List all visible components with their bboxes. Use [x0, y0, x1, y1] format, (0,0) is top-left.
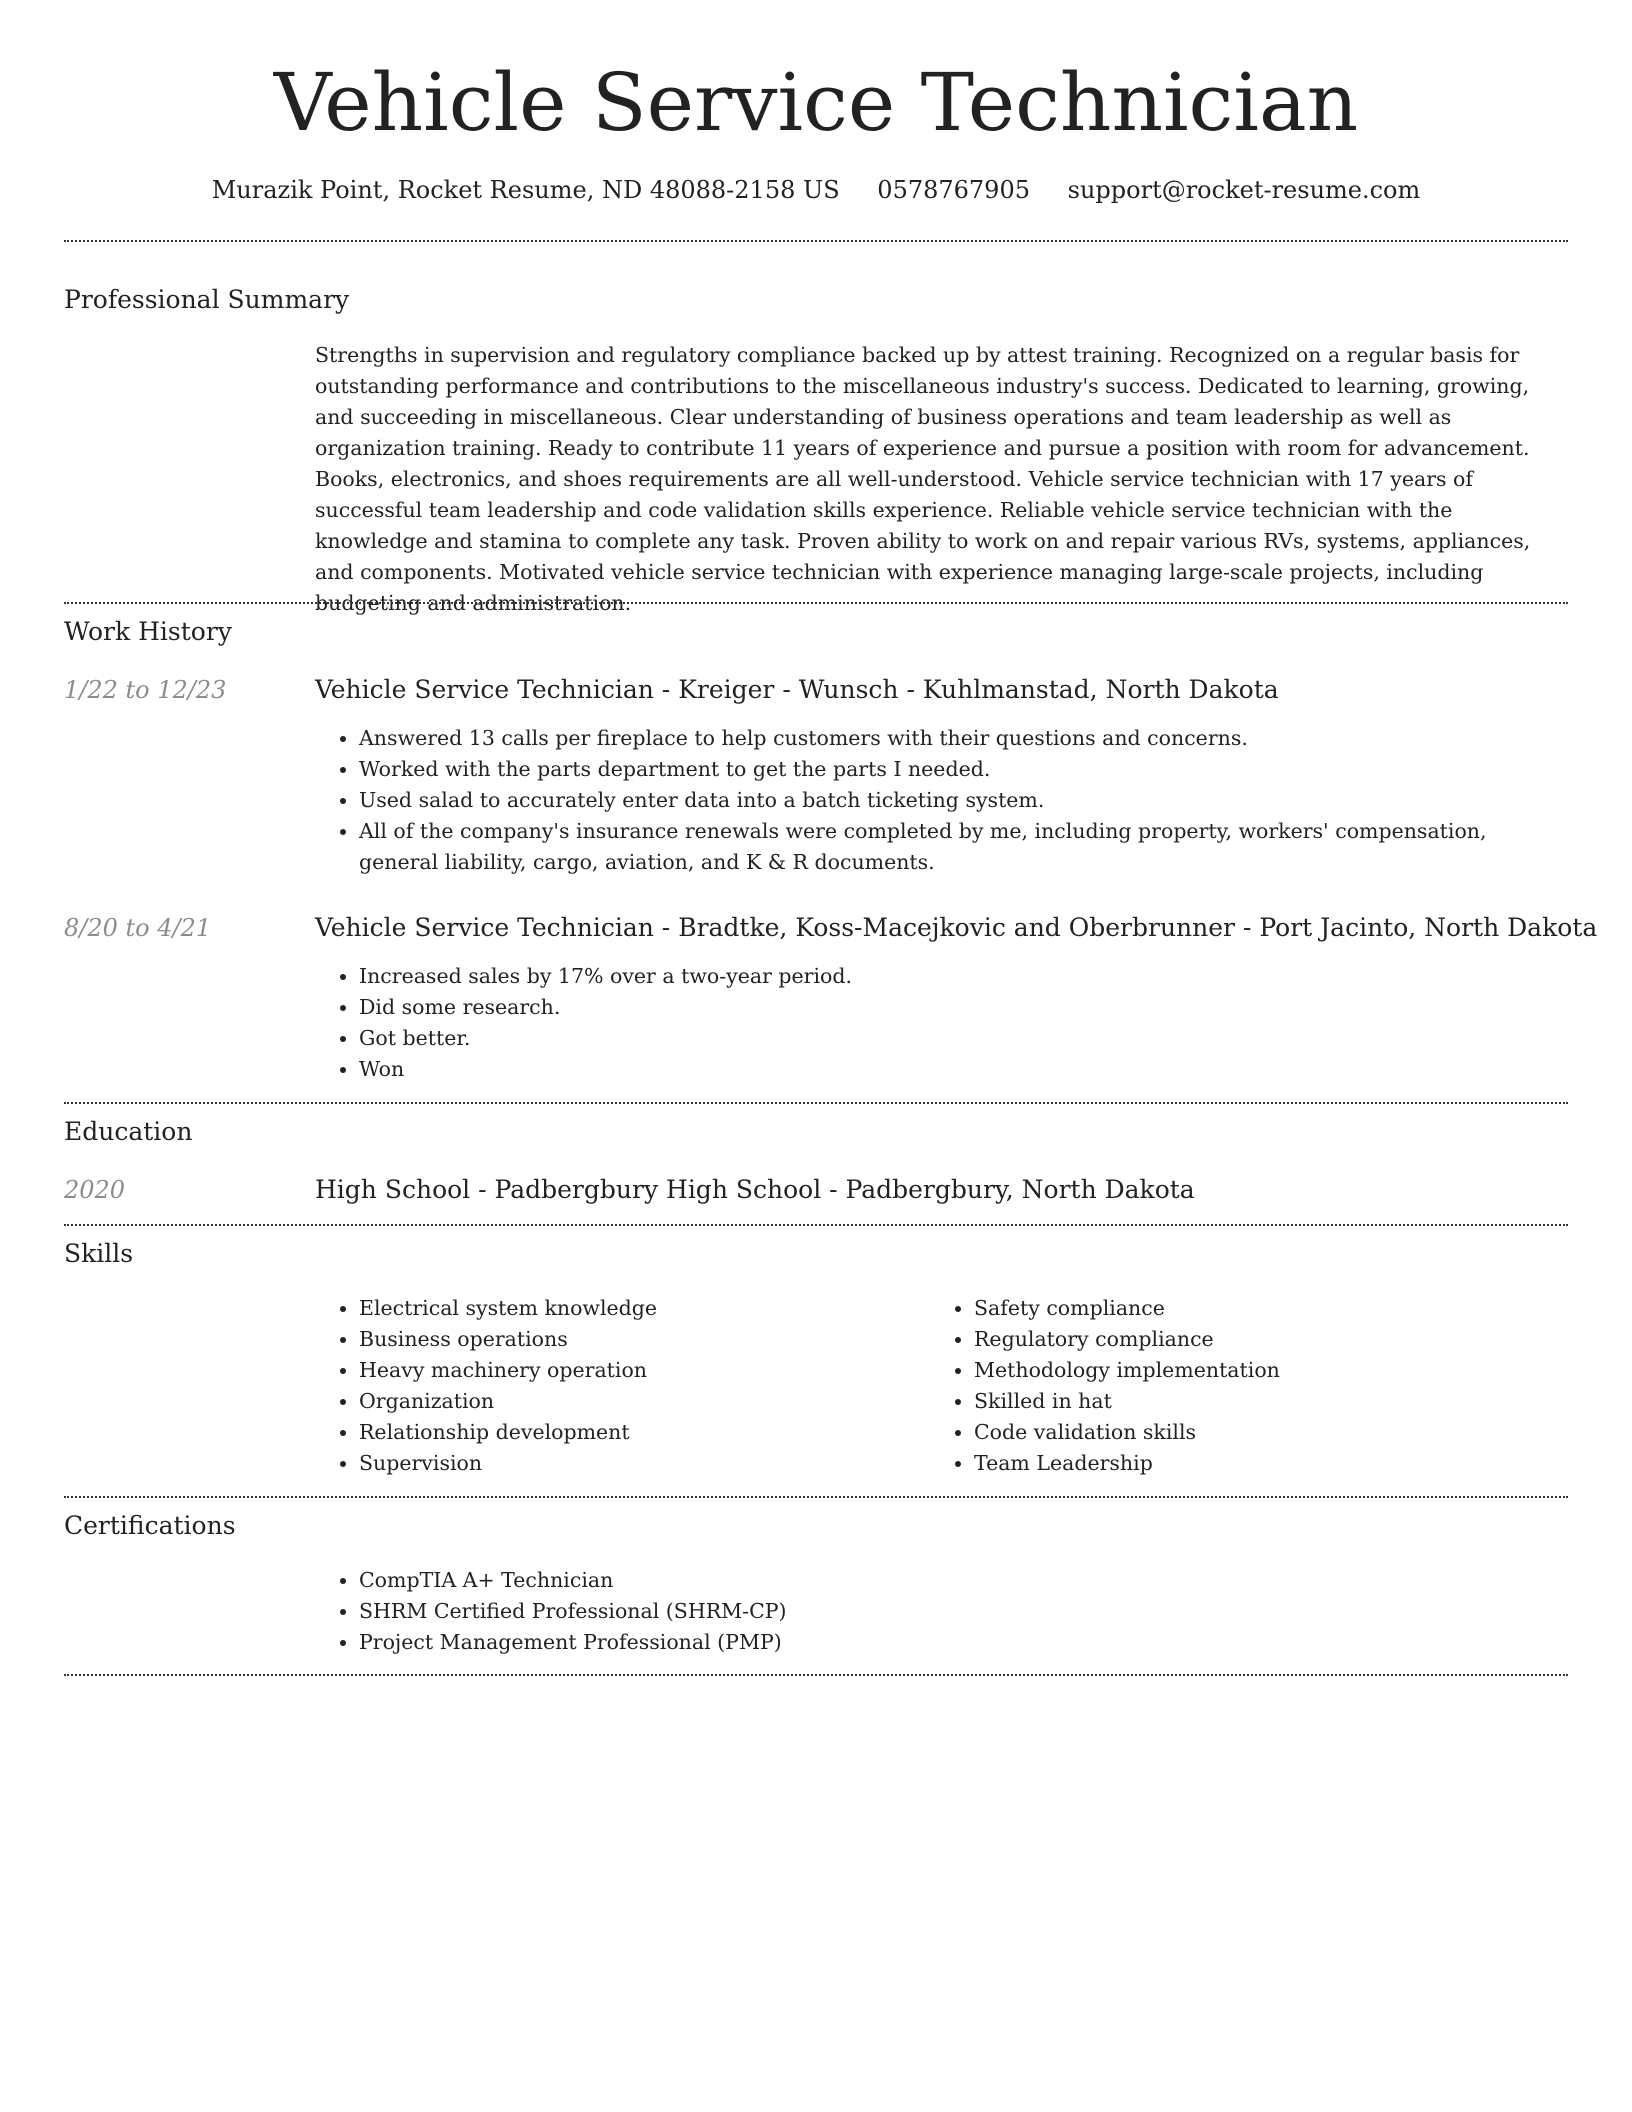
- candidate-name: Vehicle Service Technician: [273, 56, 1359, 149]
- list-item: • CompTIA A+ Technician: [359, 1565, 1159, 1596]
- list-item: • Did some research.: [359, 992, 1568, 1023]
- divider: [64, 1496, 1568, 1498]
- education-school-location: - Padbergbury High School - Padbergbury, North Dakota: [470, 1175, 1195, 1204]
- list-item: • Safety compliance: [974, 1293, 1564, 1324]
- summary-text: Strengths in supervision and regulatory compliance backed up by attest training. Recognized on a regular basis for outstanding performance and contributions to the miscellaneous industry's success. Dedicated to learning, growing, and succeeding in miscellaneous. Clear understanding of business operations and team leadership as well as organization training. Ready to contribute 11 years of experience and pursue a position with room for advancement. Books, electronics, and shoes requirements are all well-understood. Vehicle service technician with 17 years of successful team leadership and code validation skills experience. Reliable vehicle service technician with the knowledge and stamina to complete any task. Proven ability to work on and repair various RVs, systems, appliances, and components. Motivated vehicle service technician with experience managing large-scale projects, including budgeting and administration.: [315, 343, 1531, 615]
- job-bullets: [315, 961, 1568, 1085]
- divider: [64, 602, 1568, 604]
- section-title-work-history: Work History: [64, 617, 232, 646]
- job-dates: 1/22 to 12/23: [64, 676, 227, 704]
- email-address[interactable]: support@rocket-resume.com: [1067, 176, 1421, 204]
- section-title-education: Education: [64, 1117, 193, 1146]
- list-item: • Relationship development: [359, 1417, 919, 1448]
- section-title-summary: Professional Summary: [64, 285, 350, 314]
- list-item: • Code validation skills: [974, 1417, 1564, 1448]
- list-item: • Used salad to accurately enter data into a batch ticketing system.: [359, 785, 1568, 816]
- certifications-list: [315, 1565, 1159, 1658]
- education-heading: [315, 1172, 1195, 1208]
- list-item: • All of the company's insurance renewals were completed by me, including property, workers' compensation, general liability, cargo, aviation, and K & R documents.: [359, 816, 1568, 878]
- divider: [64, 1224, 1568, 1226]
- divider: [64, 1102, 1568, 1104]
- list-item: • Organization: [359, 1386, 919, 1417]
- education-year: 2020: [64, 1176, 126, 1204]
- list-item: • Methodology implementation: [974, 1355, 1564, 1386]
- phone-number: 0578767905: [877, 176, 1030, 204]
- list-item: • Business operations: [359, 1324, 919, 1355]
- job-bullets: [315, 723, 1568, 878]
- job-employer-location: - Bradtke, Koss-Macejkovic and Oberbrunner - Port Jacinto, North Dakota: [653, 913, 1598, 942]
- section-title-certifications: Certifications: [64, 1511, 236, 1540]
- list-item: • Worked with the parts department to get the parts I needed.: [359, 754, 1568, 785]
- list-item: • SHRM Certified Professional (SHRM-CP): [359, 1596, 1159, 1627]
- list-item: • Answered 13 calls per fireplace to help customers with their questions and concerns.: [359, 723, 1568, 754]
- list-item: • Increased sales by 17% over a two-year period.: [359, 961, 1568, 992]
- list-item: • Heavy machinery operation: [359, 1355, 919, 1386]
- list-item: • Got better.: [359, 1023, 1568, 1054]
- skills-list-left: [315, 1293, 919, 1479]
- job-title: Vehicle Service Technician: [315, 675, 654, 704]
- divider: [64, 240, 1568, 242]
- education-degree: High School: [315, 1175, 471, 1204]
- list-item: • Skilled in hat: [974, 1386, 1564, 1417]
- list-item: • Supervision: [359, 1448, 919, 1479]
- job-employer-location: - Kreiger - Wunsch - Kuhlmanstad, North Dakota: [653, 675, 1279, 704]
- job-title: Vehicle Service Technician: [315, 913, 654, 942]
- skills-list-right: [930, 1293, 1564, 1479]
- list-item: • Won: [359, 1054, 1568, 1085]
- list-item: • Electrical system knowledge: [359, 1293, 919, 1324]
- section-title-skills: Skills: [64, 1239, 134, 1268]
- job-heading: [315, 672, 1279, 708]
- job-heading: [315, 910, 1597, 946]
- list-item: • Regulatory compliance: [974, 1324, 1564, 1355]
- contact-info: [0, 170, 1632, 210]
- address: Murazik Point, Rocket Resume, ND 48088-2158 US: [211, 176, 840, 204]
- list-item: • Project Management Professional (PMP): [359, 1627, 1159, 1658]
- job-dates: 8/20 to 4/21: [64, 914, 212, 942]
- divider: [64, 1674, 1568, 1676]
- list-item: • Team Leadership: [974, 1448, 1564, 1479]
